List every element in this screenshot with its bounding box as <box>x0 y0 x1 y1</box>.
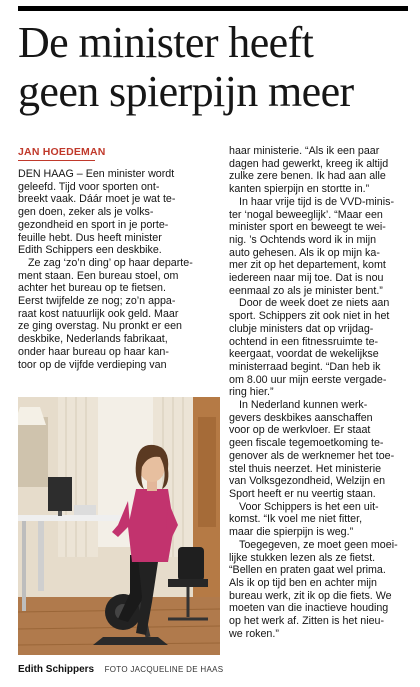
article-line: ze ging overstag. Nu pronkt er een <box>18 320 182 333</box>
article-line: Eerst twijfelde ze nog; zo’n appa- <box>18 295 176 308</box>
article-line: clubje ministers dat op vrijdag- <box>229 322 374 335</box>
article-line: auto gehesen. Als ik op mijn ka- <box>229 246 380 259</box>
article-line: Edith Schippers een deskbike. <box>18 244 162 257</box>
article-line: breekt vaak. Dáár moet je wat te- <box>18 193 176 206</box>
article-line: ment staan. Een bureau stoel, om <box>18 269 179 282</box>
article-line: In Nederland kunnen werk- <box>239 399 368 412</box>
article-line: Toegegeven, ze moet geen moei- <box>239 538 398 551</box>
article-line: toor op de vijfde verdieping van <box>18 358 167 371</box>
article-line: stel thuis neerzet. Het ministerie <box>229 462 382 475</box>
byline-underline <box>18 160 95 161</box>
article-line: deskbike, Nederlands fabrikaat, <box>18 333 168 346</box>
article-line: iedereen naar mij toe. Dat is nou <box>229 272 384 285</box>
photo-credit: FOTO JACQUELINE DE HAAS <box>104 665 224 674</box>
article-line: nig. ’s Ochtends word ik in mijn <box>229 233 377 246</box>
article-line: haar ministerie. “Als ik een paar <box>229 145 380 157</box>
article-line: lijke stukken lezen als ze fietst. <box>229 551 376 564</box>
article-line: raat kost natuurlijk ook geld. Maar <box>18 307 179 320</box>
article-line: ring hier.” <box>229 386 274 399</box>
article-line: moeten van die inactieve houding <box>229 602 389 615</box>
article-line: kanten spierpijn en stortte in.” <box>229 183 370 196</box>
article-line: komst. “Ik voel me niet fitter, <box>229 513 363 526</box>
byline: JAN HOEDEMAN <box>18 146 106 158</box>
article-line: we roken.” <box>229 627 279 640</box>
article-line: eenmaal zo als je minister bent.” <box>229 284 383 297</box>
article-line: onder haar bureau op haar kan- <box>18 345 169 358</box>
article-line: gen doen, zeker als je volks- <box>18 206 154 219</box>
article-line: Sport heeft er nu veertig staan. <box>229 487 376 500</box>
top-rule <box>18 6 408 11</box>
photo-illustration <box>18 397 220 655</box>
headline-line-2: geen spierpijn meer <box>18 67 354 116</box>
article-line: op het werk af. Zitten is het nieu- <box>229 615 385 628</box>
article-line: Ze zag ‘zo’n ding’ op haar departe- <box>28 256 193 269</box>
article-line: voor op de werkvloer. Er staat <box>229 424 371 437</box>
article-line: DEN HAAG – Een minister wordt <box>18 168 175 180</box>
article-line: gevers deskbikes aanschaffen <box>229 411 373 424</box>
article-line: maar die spierpijn is weg.” <box>229 526 354 539</box>
article-column-1 <box>18 168 220 371</box>
article-line: Voor Schippers is het een uit- <box>239 500 379 513</box>
article-line: sport. Schippers zit ook niet in het <box>229 310 390 323</box>
headline-line-1: De minister heeft <box>18 18 314 67</box>
headline <box>18 18 413 116</box>
article-line: mer zit op het departement, komt <box>229 259 386 272</box>
article-line: “Bellen en praten gaat wel prima. <box>229 564 386 577</box>
article-line: bureau werk, zit ik op die fiets. We <box>229 589 392 602</box>
article-line: zulke zere benen. Ik had aan alle <box>229 170 386 183</box>
photo-caption <box>18 659 224 677</box>
article-line: ochtend in een fitnessruimte te- <box>229 335 379 348</box>
article-line: geen fiscale tegemoetkoming te- <box>229 437 384 450</box>
article-line: dagen had gewerkt, kreeg ik altijd <box>229 157 389 170</box>
article-column-2 <box>229 145 419 640</box>
article-line: gezondheid en sport in je porte- <box>18 218 169 231</box>
article-line: van Volksgezondheid, Welzijn en <box>229 475 386 488</box>
article-line: achter het bureau op te fietsen. <box>18 282 166 295</box>
article-line: genover als de werknemer het toe- <box>229 449 395 462</box>
article-line: keergaat, voordat de wekelijkse <box>229 348 379 361</box>
article-line: om 8.00 uur mijn eerste vergade- <box>229 373 387 386</box>
article-line: Als ik op tijd ben en achter mijn <box>229 576 377 589</box>
article-line: ministerraad begint. “Dan heb ik <box>229 360 381 373</box>
article-line: feuille hebt. Dus heeft minister <box>18 231 162 244</box>
article-line: Door de week doet ze niets aan <box>239 297 390 310</box>
article-line: geleefd. Tijd voor sporten ont- <box>18 180 160 193</box>
article-line: ter ‘nogal beweeglijk’. “Maar een <box>229 208 383 221</box>
article-line: In haar vrije tijd is de VVD-minis- <box>239 195 395 208</box>
article-line: minister sport en beweegt te wei- <box>229 221 386 234</box>
caption-name: Edith Schippers <box>18 664 95 675</box>
article-photo <box>18 397 220 655</box>
